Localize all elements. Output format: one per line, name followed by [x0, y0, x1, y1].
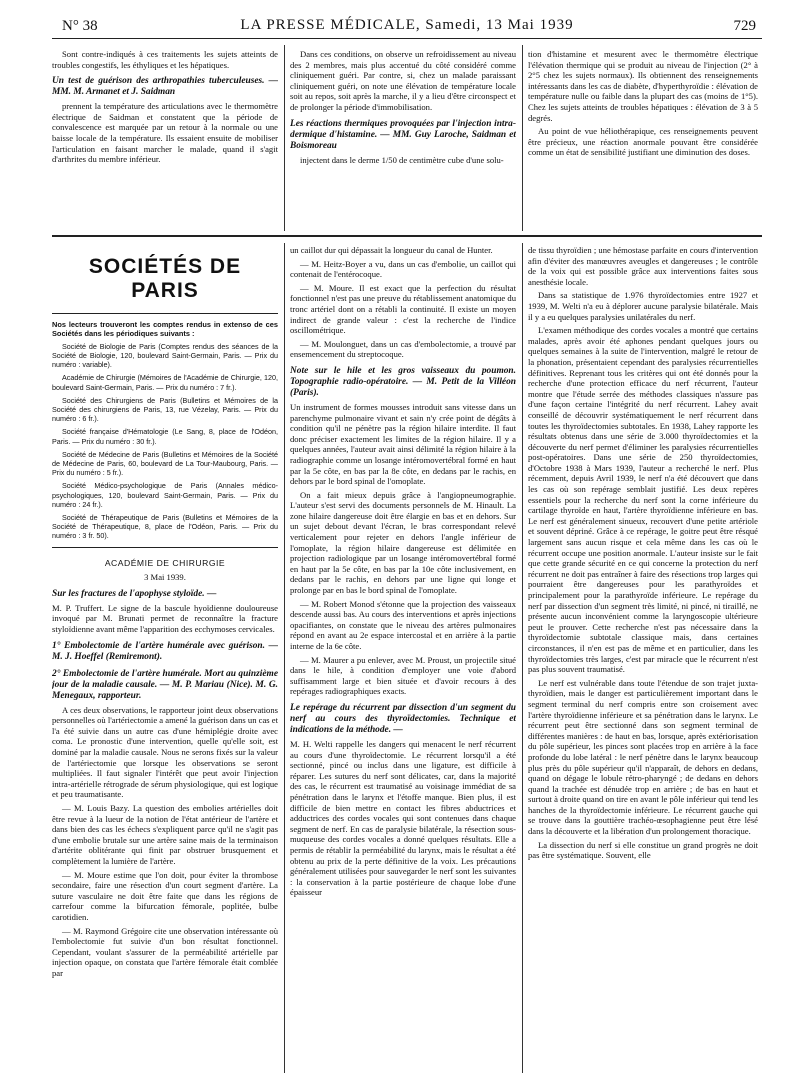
article-paragraph: L'examen méthodique des cordes vocales a montré que certains malades, après avoir été aphones pendant quelques jours ou quelques semaines à la suite de l'intervention, malgré le retour de la phonation, présentaient cependant des paralysies récurrentielles définitives. Reprenant tous les critères qui ont été donnés pour la recherche d'une protection efficace du nerf récurrent, l'auteur montre que l'étude serrée des méthodes classiques n'assure pas d'une façon certaine l'intégrité du nerf récurrent. Lahey avait conseillé de découvrir systématiquement le nerf récurrent dans toutes les thyroïdectomies subtotales. En 1938, Lahey rapporte les résultats obtenus dans une série de 3.000 thyroïdectomies et la découverte du nerf permet d'éliminer les paralysies récurrentielles post-opératoires. Dans une série de 250 thyroïdectomies, d'Octobre 1938 à Mars 1939, l'auteur a recherché le nerf. Plus récemment, depuis Avril 1939, le nerf n'a été découvert que dans les cas où son repérage semblait justifié. Les deux repères essentiels pour la recherche du nerf sont la corne inférieure du cartilage thyroïde en haut, l'artère thyroïdienne inférieure en bas. Le nerf est généralement sinueux, recouvert d'une petite artériole et souvent dépriné. Grâce à ce repérage, le goitre peut être résqué largement sans aucun risque et cela même dans les cas où le récurrent occupe une position anormale. L'auteur insiste sur le fait que cette grande sécurité en ce qui concerne la protection du nerf récurrent ne doit pas entraîner à faire des résections trop larges qui pourraient être dangereuses pour les parathyroïdes et principalement pour la parathyroïde inférieure. Le repérage du nerf par dissection d'un segment très limité, ni pincé, ni tiraillé, ne présente aucun inconvénient comme la laryngoscopie ultérieure peut le prouver. Cette recherche n'est pas nécessaire dans la thyroïdectomie subtotale classique mais, dans certaines circonstances, il n'en est pas de même et en particulier, dans les thyroïdectomies très larges, c'est par miracle que le récurrent n'est pas plus souvent traumatisé.: [528, 325, 758, 675]
article-paragraph: A ces deux observations, le rapporteur joint deux observations personnelles où l'artériectomie a amené la guérison dans un cas et l'a été suivie dans un autre cas d'une hémiplégie droite avec coma. Le pronostic d'une intervention, quelle qu'elle soit, est dominé par la maladie causale. Nous ne serons fixés sur la valeur de l'artériectomie que lorsque les observations se seront multipliées. Il faut signaler l'intérêt que peut avoir l'injection intra-artérielle rétrograde de sérum physiologique, qui est logique et peu traumatisante.: [52, 704, 278, 800]
article-paragraph: injectent dans le derme 1/50 de centimètre cube d'une solu-: [300, 154, 504, 165]
bottom-column-3: [528, 245, 758, 1077]
column-divider: [522, 243, 523, 1073]
societe-entry: Société de Thérapeutique de Paris (Bulletins et Mémoires de la Société de Thérapeutique, 8, place de l'Odéon, Paris. — Prix du numéro : 3 fr. 50).: [52, 513, 278, 541]
societes-column: [52, 245, 278, 1077]
rule: [52, 547, 278, 548]
article-paragraph: Dans sa statistique de 1.976 thyroïdectomies entre 1927 et 1939, M. Welti n'a eu à déplorer aucune paralysie bilatérale. Mais il y a eu quelques paralysies unilatérales du nerf.: [528, 290, 758, 322]
article-heading: Le repérage du récurrent par dissection d'un segment du nerf au cours des thyroïdectomies. Technique et indications de la méthode. —: [290, 702, 516, 735]
societe-entry: Société Médico-psychologique de Paris (Annales médico-psychologiques, 120, boulevard Saint-Germain, Paris. — Prix du numéro : 24 fr.).: [52, 481, 278, 509]
article-paragraph: On a fait mieux depuis grâce à l'angiopneumographie. L'auteur s'est servi des documents personnels de M. Hinault. La zone hilaire dangereuse doit être élargie en bas et en dehors. Sur un sujet debout devant l'écran, le bras correspondant relevé verticalement pour rejeter en dehors l'angle inférieur de l'omoplate, la région hilaire dangereuse est délimitée en projection radiologique par un losange intéromovertébral formé en haut par la 5e côte, en bas par la 10e côte inclusivement, en dedans par le rachis, en dehors par une ligne qui longe et prolonge par en bas le bord spinal de l'omoplate.: [290, 489, 516, 596]
session-date: 3 Mai 1939.: [144, 572, 186, 583]
societes-list: [52, 342, 278, 541]
top-column-2: [290, 49, 516, 235]
article-heading: Un test de guérison des arthropathies tuberculeuses. — MM. M. Armanet et J. Saidman: [52, 76, 278, 98]
article-paragraph: — M. Moure estime que l'on doit, pour éviter la thrombose secondaire, faire une résection d'un court segment d'artère. La suture vasculaire ne doit être faite que dans les régions de carrefour comme la bifurcation fémorale, poplitée, bulbe carotidien.: [52, 869, 278, 922]
article-paragraph: M. H. Welti rappelle les dangers qui menacent le nerf récurrent au cours d'une thyroïdectomie. Le récurrent lorsqu'il a été sectionné, pincé ou inclus dans une ligature, est difficile à réparer. Les sutures du nerf sont délicates, car, dans la majorité des cas, le récurrent est traumatisé au voisinage immédiat de sa pénétration dans le larynx et l'étoffe manque. Bien plus, il est difficile de bien mettre en contact les fibres abductrices et adductrices des cordes vocales qui sont contenues dans chaque segment de nerf. En cas de paralysie bilatérale, la résection sous-muqueuse des cordes vocales a donné quelques résultats. Elle a permis de rétablir la perméabilité du larynx, mais le résultat a été obtenu au prix de la perte définitive de la voix. Les précautions généralement utilisées pour sauvegarder le nerf sont les suivantes : la conservation à la partie postérieure de chaque lobe d'une épaisseur: [290, 738, 516, 898]
article-paragraph: — M. Heitz-Boyer a vu, dans un cas d'embolie, un caillot qui contenait de l'entérocoque.: [290, 258, 516, 280]
article-paragraph: — M. Robert Monod s'étonne que la projection des vaisseaux descende aussi bas. Au cours des interventions et après injections opacifiantes, on constate que le niveau des artères pulmonaires répond en avant au 2e espace intercostal et en arrière à la partie interne de la 6e côte.: [290, 598, 516, 651]
societe-entry: Société des Chirurgiens de Paris (Bulletins et Mémoires de la Société des chirurgiens de Paris, 13, rue Vézelay, Paris. — Prix du numéro : 6 fr.).: [52, 395, 278, 424]
column-divider: [284, 45, 285, 231]
article-paragraph: un caillot dur qui dépassait la longueur du canal de Hunter.: [290, 245, 493, 255]
column-divider: [284, 243, 285, 1073]
bottom-column-2: [290, 245, 516, 1077]
page-number: 729: [733, 18, 756, 34]
issue-number: N° 38: [62, 18, 98, 34]
article-paragraph: M. P. Truffert. Le signe de la bascule hyoïdienne douloureuse invoqué par M. Brunati permet de reconnaître la fracture styloïdienne avant même l'apparition des ecchymoses cervicales.: [52, 602, 278, 635]
societe-entry: Société de Médecine de Paris (Bulletins et Mémoires de la Société de Médecine de Paris, 60, boulevard de La Tour-Maubourg, Paris. — Prix du numéro : 5 fr.).: [52, 449, 278, 478]
newspaper-page: [52, 12, 762, 1076]
article-heading: 1° Embolectomie de l'artère humérale avec guérison. — M. J. Hoeffel (Remiremont).: [52, 640, 278, 662]
societes-intro: Nos lecteurs trouveront les comptes rendus in extenso de ces Sociétés dans les périodiques suivants :: [52, 320, 278, 339]
article-paragraph: — M. Moulonguet, dans un cas d'embolectomie, a trouvé par ensemencement du streptocoque.: [290, 338, 516, 360]
top-column-3: [528, 49, 758, 235]
article-paragraph: — M. Maurer a pu enlever, avec M. Proust, un projectile situé dans le hile, à condition d'employer une voie d'abord suffisamment large et bien située et d'avoir recours à des repérages radiographiques exacts.: [290, 654, 516, 697]
societe-entry: Société française d'Hématologie (Le Sang, 8, place de l'Odéon, Paris. — Prix du numéro : 30 fr.).: [52, 427, 278, 446]
article-paragraph: Le nerf est vulnérable dans toute l'étendue de son trajet juxta-thyroïdien, mais le danger est particulièrement important dans le segment terminal du nerf compris entre son croisement avec l'artère thyroïdienne inférieure et sa pénétration dans le larynx. Le récurrent peut être sectionné dans son segment terminal de différentes manières : de haut en bas, lorsque, après extériorisation du pôle supérieur, les pinces sont placées trop en arrière à la face profonde du lobe latéral : le nerf pénètre dans le larynx beaucoup plus près du pôle supérieur qu'il n'apparaît, de dehors en dedans, quand on dégage le lobule rétro-pharyngé ; de dedans en dehors quand la trachée est dénudée trop en arrière ; de bas en haut et surtout à droite quand on tire en avant le pôle inférieur qui tend les hanches de la thyroïdectomie inférieure. Le récurrent gauche qui se trouve dans la gouttière trachéo-œsophagienne peut être lésé dans la découverte et la libération d'un prolongement thoracique.: [528, 677, 758, 837]
article-paragraph: de tissu thyroïdien ; une hémostase parfaite en cours d'intervention afin d'éviter des manœuvres aveugles et dangereuses ; le contrôle de la voix qui est possible grâce aux interventions faites sous anesthésie locale.: [528, 245, 758, 287]
societe-entry: Société de Biologie de Paris (Comptes rendus des séances de la Société de Biologie, 120, boulevard Saint-Germain, Paris. — Prix du numéro : variable).: [52, 341, 278, 370]
article-paragraph: — M. Moure. Il est exact que la perfection du résultat fonctionnel n'est pas une preuve du rétablissement anatomique du tronc artériel dont on a rétabli la continuité. Il existe un moyen indirect de grande valeur : c'est la recherche de l'indice oscillométrique.: [290, 282, 516, 336]
bottom-section: [52, 237, 762, 1077]
academy-heading: ACADÉMIE DE CHIRURGIE: [104, 557, 226, 568]
societe-entry: Académie de Chirurgie (Mémoires de l'Académie de Chirurgie, 120, boulevard Saint-Germain, Paris. — Prix du numéro : 7 fr.).: [52, 373, 278, 392]
article-paragraph: — M. Raymond Grégoire cite une observation intéressante où l'embolectomie fut suivie d'un bon résultat fonctionnel. Cependant, voulant s'assurer de la perméabilité artérielle par injection opaque, on constata que l'artère fémorale était comblée par: [52, 925, 278, 978]
article-heading: Les réactions thermiques provoquées par l'injection intra-dermique d'histamine. — MM. Guy Laroche, Saidman et Boismoreau: [290, 118, 516, 151]
section-title: SOCIÉTÉS DE PARIS: [88, 255, 242, 302]
article-paragraph: tion d'histamine et mesurent avec le thermomètre électrique l'élévation thermique qui se produit au niveau de l'injection (2° à 2°5 chez les sujets normaux). Ils obtiennent des renseignements intéressants dans les cas de diabète, d'hyperthyroïdie : élévation de température nulle ou faible dans la plupart des cas (moins de 1°5). Chez les sujets atteints de troubles hépatiques : élévation de 3 à 5 degrés.: [528, 49, 758, 123]
article-paragraph: prennent la température des articulations avec le thermomètre électrique de Saidman et constatent que la période de convalescence est marquée par un retour à la normale ou une baisse locale de la température. Ils essaient ensuite de mobiliser l'articulation en faisant marcher le malade, quand il s'agit d'arthrites du membre inférieur.: [52, 101, 278, 165]
column-divider: [522, 45, 523, 231]
article-paragraph: Au point de vue héliothérapique, ces renseignements peuvent être précieux, une réaction anormale pouvant être considérée comme un état de sensibilité justifiant une diminution des doses.: [528, 126, 758, 158]
top-section: [52, 39, 762, 237]
article-paragraph: — M. Louis Bazy. La question des embolies artérielles doit être revue à la lueur de la notion de l'état antérieur de l'artère et dans bien des cas les échecs s'expliquent parce qu'il ne s'agit pas d'une embolie brutale sur une artère saine mais de la terminaison d'artérite oblitérante qui finit par obstruer brusquement et complètement la lumière de l'artère.: [52, 802, 278, 866]
top-column-1: [52, 49, 278, 235]
article-heading: Note sur le hile et les gros vaisseaux du poumon. Topographie radio-opératoire. — M. Petit de la Villéon (Paris).: [290, 365, 516, 398]
article-paragraph: Sont contre-indiqués à ces traitements les sujets atteints de troubles congestifs, les éthyliques et les hépatiques.: [52, 49, 278, 70]
article-paragraph: Un instrument de formes mousses introduit sans vitesse dans un parenchyme pulmonaire vivant et sain n'y crée point de dégâts à condition qu'il ne pénètre pas la région hilaire interdite. Il faut donc préciser exactement les limites de la région hilaire. Il y a quelques années, l'auteur avait ainsi délimité la région hilaire à la radiographie comme un losange intéromovertébral formé en haut par la 5e côte, en bas par la 8e côte, en dedans par le rachis, en dehors par le bord spinal de l'omoplate.: [290, 401, 516, 487]
article-heading: 2° Embolectomie de l'artère humérale. Mort au quinzième jour de la maladie causale. — M. P. Mariau (Nice). M. G. Menegaux, rapporteur.: [52, 668, 278, 701]
article-paragraph: La dissection du nerf si elle constitue un grand progrès ne doit pas être systématique. Souvent, elle: [528, 839, 758, 861]
article-paragraph: Dans ces conditions, on observe un refroidissement au niveau des 2 membres, mais plus accentué du côté considéré comme cliniquement guéri. Par contre, si, chez un malade paraissant cliniquement guéri, on note une élévation de température locale soit au repos, soit après la marche, il y a lieu d'être circonspect et de prolonger la période d'immobilisation.: [290, 49, 516, 112]
rule: [52, 313, 278, 314]
page-header: [52, 12, 762, 39]
journal-title: LA PRESSE MÉDICALE, Samedi, 13 Mai 1939: [240, 17, 574, 33]
article-heading: Sur les fractures de l'apophyse styloïde. —: [52, 588, 217, 599]
bottom-column-1: [52, 589, 278, 979]
